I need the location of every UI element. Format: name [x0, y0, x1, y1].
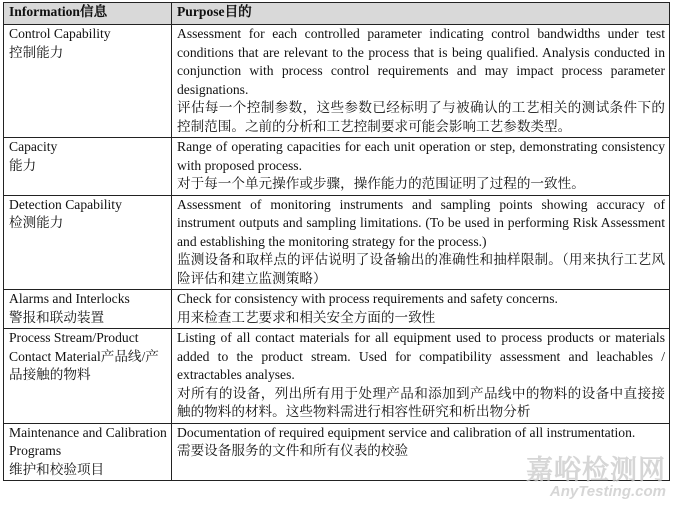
info-chinese: 产品线/产品接触的物料	[9, 348, 159, 382]
info-chinese: 维护和校验项目	[9, 461, 105, 477]
info-cell	[4, 25, 172, 138]
info-cell	[4, 138, 172, 196]
purpose-chinese: 监测设备和取样点的评估说明了设备输出的准确性和抽样限制。（用来执行工艺风险评估和建立监测策略）	[177, 252, 665, 286]
purpose-chinese: 需要设备服务的文件和所有仪表的校验	[177, 443, 409, 458]
info-cell	[4, 290, 172, 329]
purpose-cell	[172, 423, 670, 481]
info-chinese: 警报和联动装置	[9, 309, 105, 325]
purpose-english: Assessment for each controlled parameter indicating control bandwidths under test conditions that are relevant to the process that is being qualified. Analysis conducted in conjunction with process control requirements and may impact process parameter designations.	[177, 26, 665, 97]
purpose-chinese: 对所有的设备，列出所有用于处理产品和添加到产品线中的物料的设备中直接接触的物料的材料。这些物料需进行相容性研究和析出物分析	[177, 385, 665, 419]
info-english: Capacity	[9, 139, 58, 154]
table-row	[4, 25, 670, 138]
info-english: Process Stream/Product Contact Material	[9, 330, 139, 364]
purpose-chinese: 用来检查工艺要求和相关安全方面的一致性	[177, 309, 436, 325]
watermark-english: AnyTesting.com	[549, 483, 666, 500]
info-english: Detection Capability	[9, 196, 122, 212]
info-cell	[4, 195, 172, 290]
purpose-chinese: 评估每一个控制参数，这些参数已经标明了与被确认的工艺相关的测试条件下的控制范围。之前的分析和工艺控制要求可能会影响工艺参数类型。	[177, 100, 665, 134]
table-row	[4, 329, 670, 424]
info-chinese: 检测能力	[9, 215, 64, 230]
watermark-chinese: 嘉峪检测网	[526, 455, 666, 486]
header-purpose: Purpose目的	[172, 3, 670, 25]
purpose-english: Assessment of monitoring instruments and sampling points showing accuracy of instrument outputs and sampling limitations. (To be used in performing Risk Assessment and establishing the monitoring strategy for the process.)	[177, 196, 665, 249]
purpose-english: Check for consistency with process requirements and safety concerns.	[177, 291, 558, 306]
info-chinese: 控制能力	[9, 44, 64, 60]
purpose-cell	[172, 195, 670, 290]
purpose-cell	[172, 25, 670, 138]
info-chinese: 能力	[9, 157, 37, 173]
info-cell	[4, 329, 172, 424]
info-english: Alarms and Interlocks	[9, 291, 130, 306]
purpose-english: Range of operating capacities for each unit operation or step, demonstrating consistency with proposed process.	[177, 139, 665, 173]
table-header-row	[4, 3, 670, 25]
table-row	[4, 138, 670, 196]
header-information: Information信息	[4, 3, 172, 25]
purpose-english: Documentation of required equipment service and calibration of all instrumentation.	[177, 424, 636, 440]
table-row	[4, 423, 670, 481]
purpose-cell	[172, 290, 670, 329]
purpose-cell	[172, 138, 670, 196]
purpose-chinese: 对于每一个单元操作或步骤，操作能力的范围证明了过程的一致性。	[177, 176, 585, 191]
info-english: Maintenance and Calibration Programs	[9, 424, 167, 458]
table-row	[4, 290, 670, 329]
info-english: Control Capability	[9, 26, 111, 41]
purpose-cell	[172, 329, 670, 424]
table-row	[4, 195, 670, 290]
info-cell	[4, 423, 172, 481]
information-purpose-table	[3, 2, 670, 481]
purpose-english: Listing of all contact materials for all equipment used to process products or materials added to the product stream. Used for compatibility assessment and leachables / extractables analyses.	[177, 330, 665, 382]
